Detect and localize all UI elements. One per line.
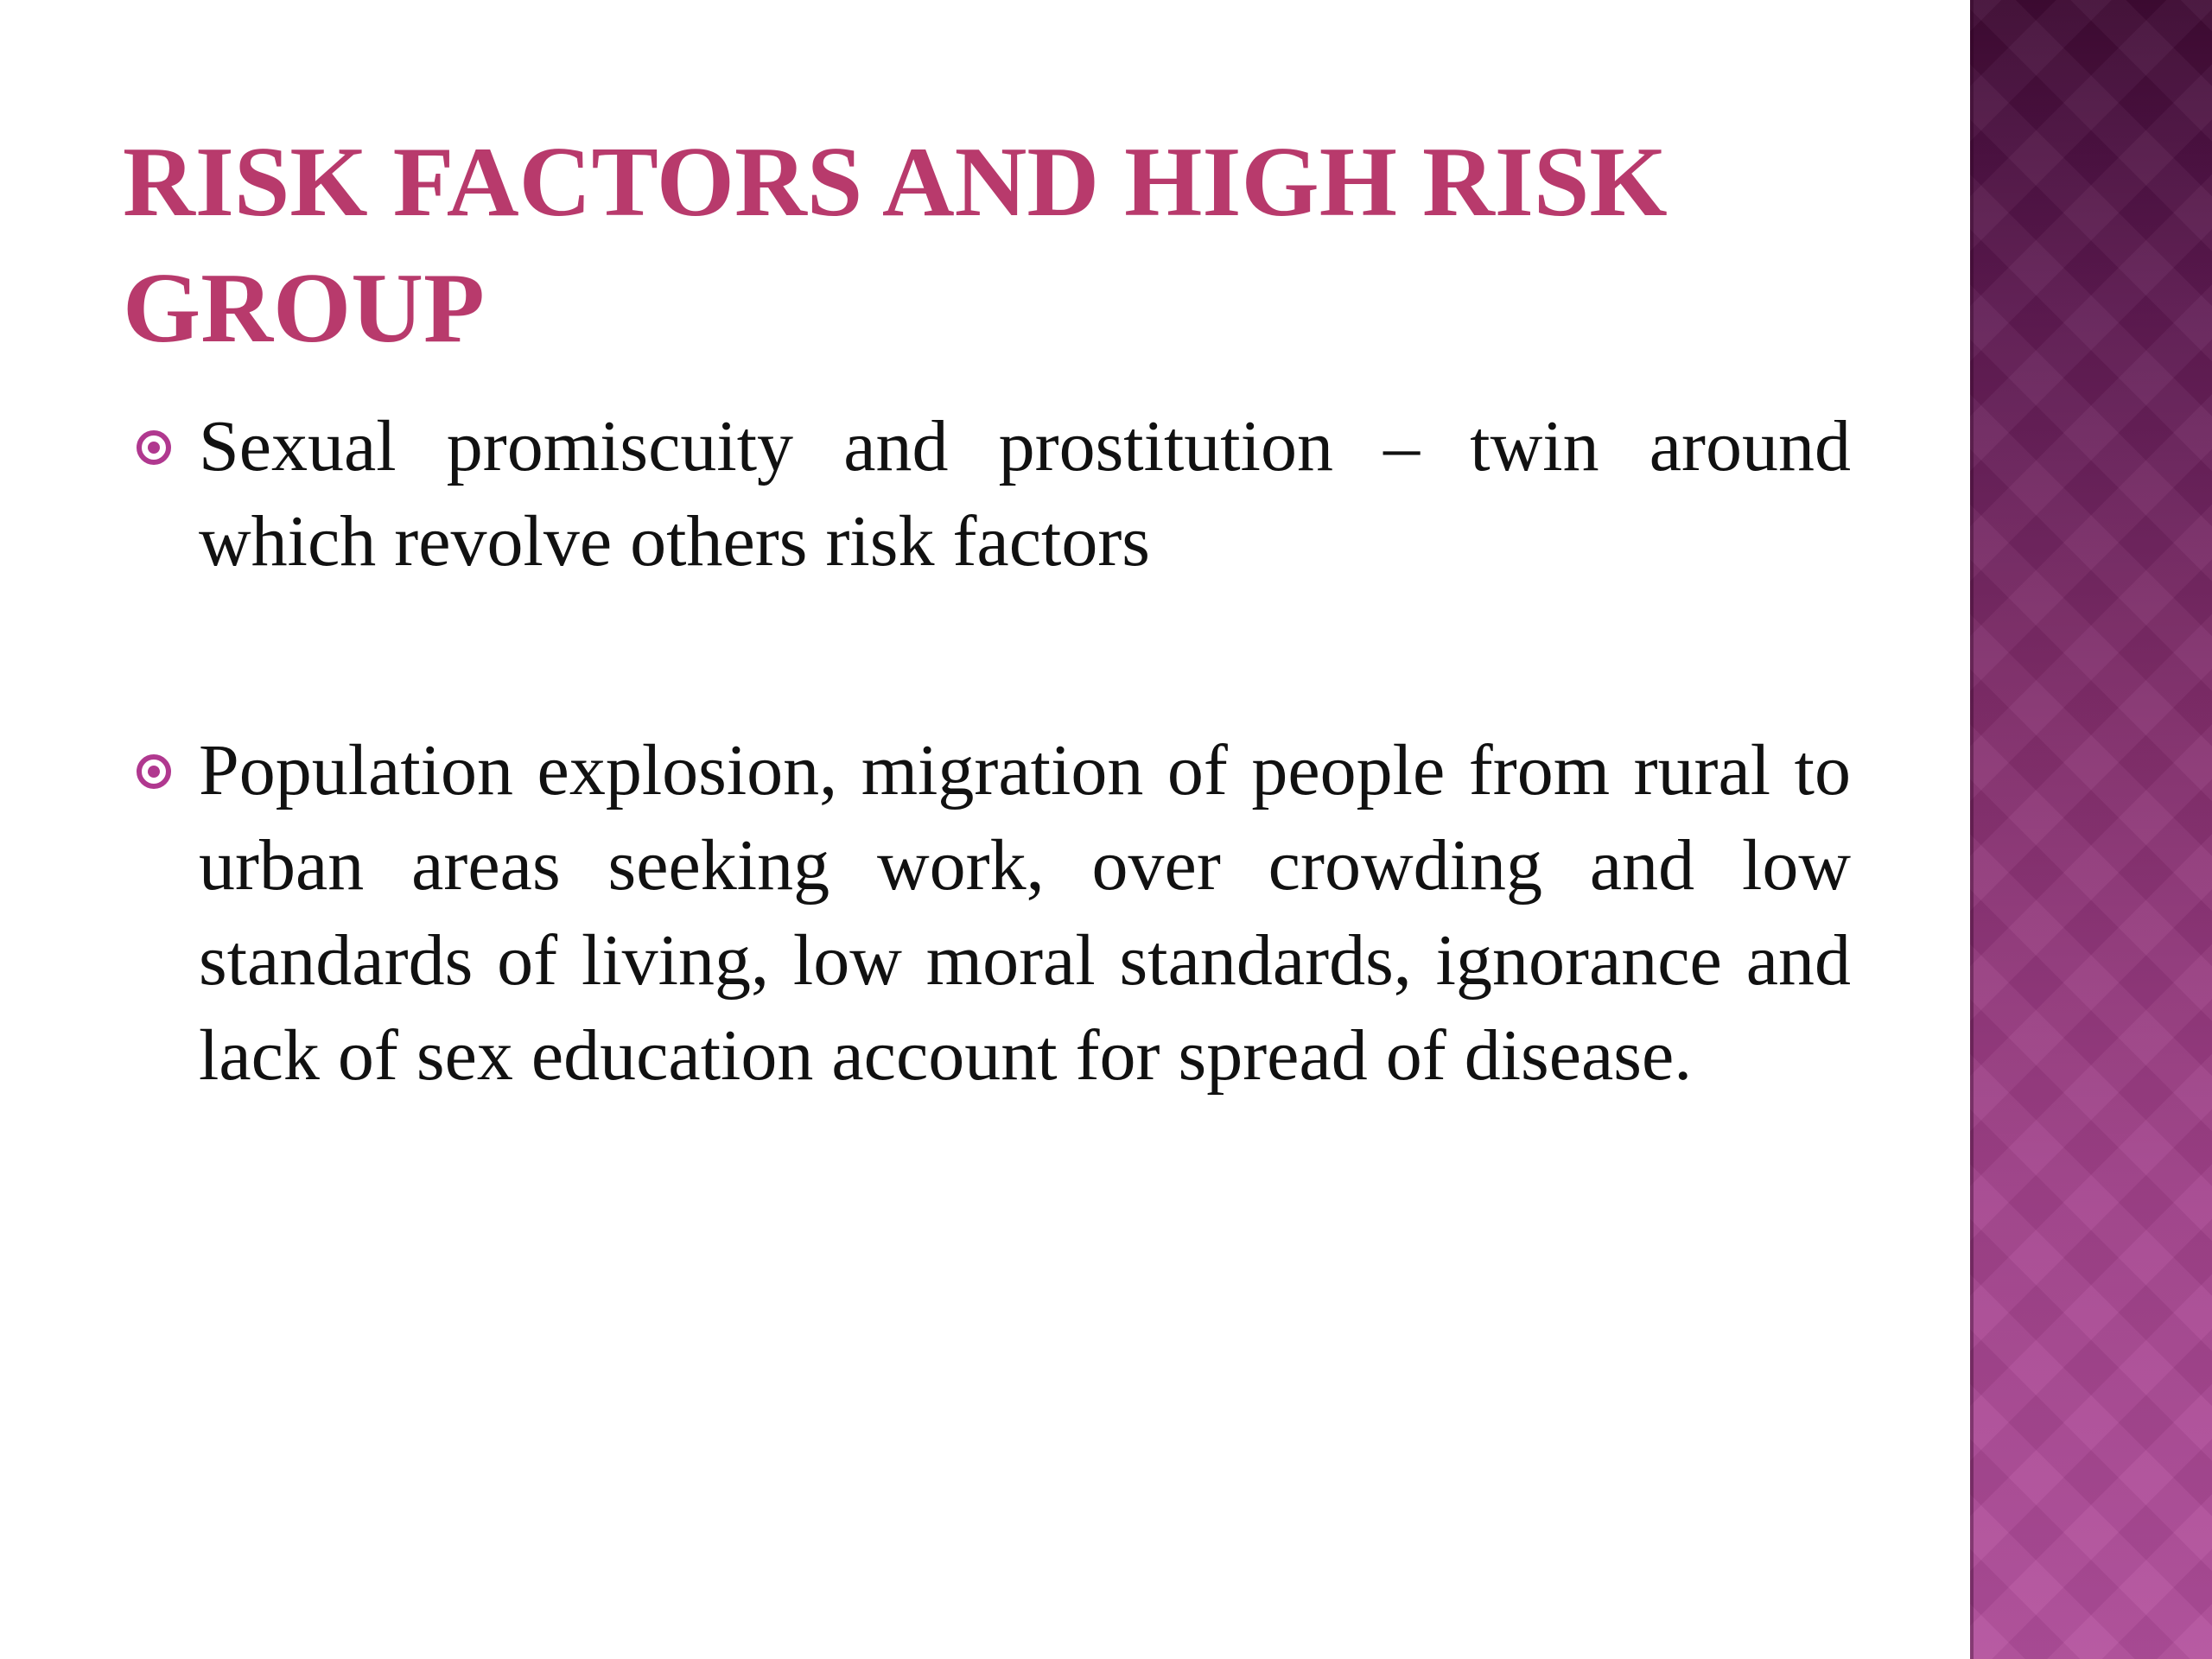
bullet-text: Sexual promiscuity and prostitution – twin around which revolve others risk factors: [199, 406, 1851, 582]
side-band-edge: [1970, 0, 1974, 1659]
decorative-side-band: [1970, 0, 2212, 1659]
slide-title: RISK FACTORS AND HIGH RISK GROUP: [123, 127, 1668, 364]
bullet-list: [123, 399, 1851, 1103]
bullet-item: [123, 723, 1851, 1103]
circle-bullet-icon: [137, 430, 171, 465]
circle-bullet-icon: [137, 754, 171, 789]
bullet-text: Population explosion, migration of people from rural to urban areas seeking work, over crowding and low standards of living, low moral standards, ignorance and lack of sex education account for spread of disease.: [199, 730, 1851, 1096]
bullet-item: [123, 399, 1851, 589]
